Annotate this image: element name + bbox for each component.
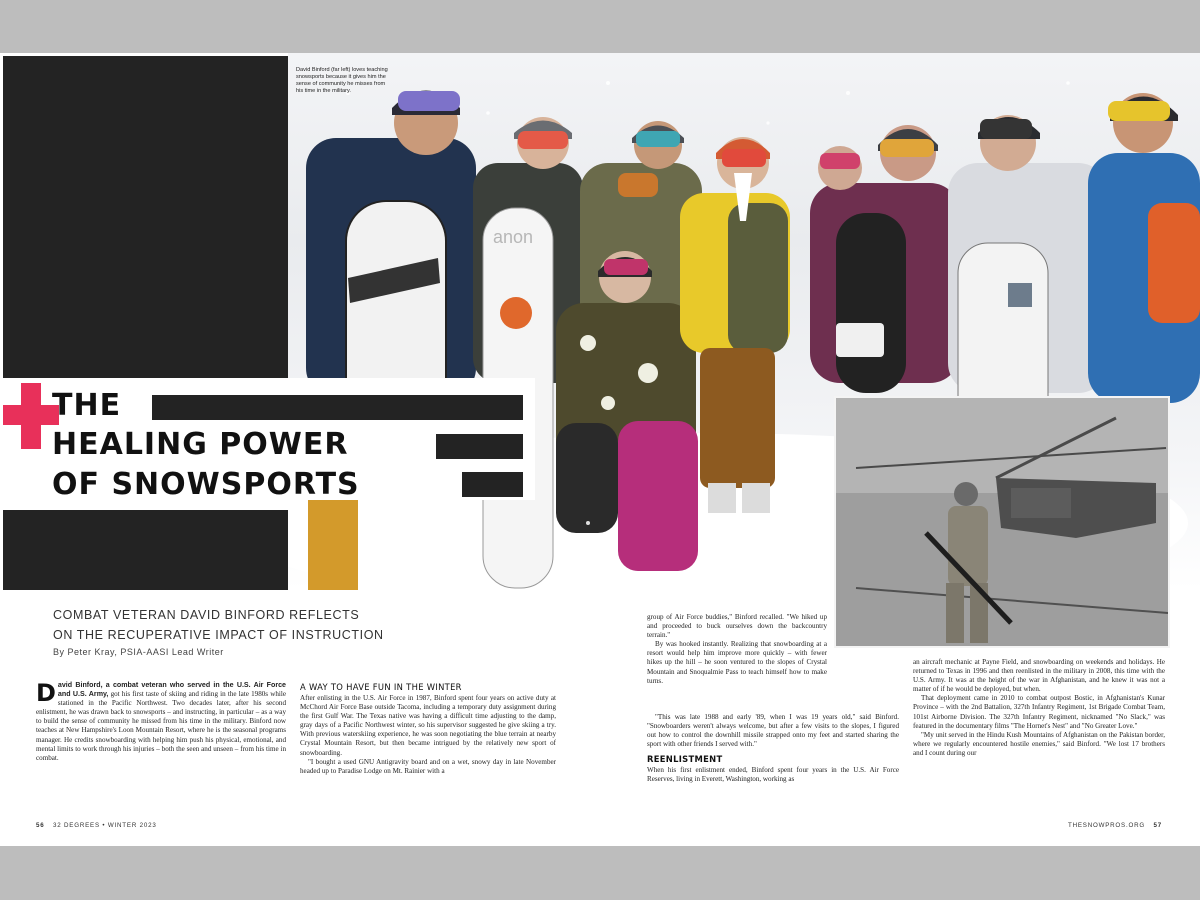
title-line-3: OF SNOWSPORTS <box>52 467 360 502</box>
publication-info: 32 DEGREES • WINTER 2023 <box>53 822 157 829</box>
black-block-top <box>3 56 288 378</box>
article-column-4 <box>913 658 1165 813</box>
photo-caption: David Binford (far left) loves teaching snowsports because it gives him the sense of community he misses from his time in the military. <box>296 67 388 94</box>
lead-in: avid Binford, a combat veteran who served in the U.S. Air Force and U.S. Army, <box>57 681 286 699</box>
title-bar-1 <box>152 395 523 420</box>
article-column-2 <box>300 680 556 810</box>
plus-cross-icon <box>3 381 59 451</box>
page-number-right: 57 <box>1153 822 1162 829</box>
folio-right <box>1068 822 1162 829</box>
article-column-3 <box>647 613 827 713</box>
article-column-1 <box>36 681 286 811</box>
byline: By Peter Kray, PSIA-AASI Lead Writer <box>53 647 224 657</box>
col3-paragraph-4: When his first enlistment ended, Binford spent four years in the U.S. Air Force Reserves, living in Everett, Washington, working as <box>647 766 899 784</box>
section-heading-reenlistment: REENLISTMENT <box>647 754 723 765</box>
soldier-photo-illustration <box>836 398 1168 646</box>
deck-line-2: ON THE RECUPERATIVE IMPACT OF INSTRUCTION <box>53 628 384 642</box>
page-number-left: 56 <box>36 822 45 829</box>
title-bar-3 <box>462 472 523 497</box>
col2-paragraph-1: After enlisting in the U.S. Air Force in 1987, Binford spent four years on active duty at McChord Air Force Base outside Tacoma, including a temporary duty assignment during the first Gulf War. The Texas native was having a difficult time adjusting to the damp, gray days of a Pacific Northwest winter, so his supervisor suggested he give skiing a try. With previous waterskiing experience, he was soon negotiating the blue terrain at nearby Crystal Mountain Resort, but then became intrigued by the relatively new sport of snowboarding. <box>300 694 556 757</box>
col4-paragraph-1: an aircraft mechanic at Payne Field, and snowboarding on weekends and holidays. He returned to Texas in 1996 and then reenlisted in the military in 2008, this time with the U.S. Army. It was at the height of the war in Afghanistan, and he knew it was not a matter of if he would be deployed, but when. <box>913 658 1165 694</box>
soldier-helicopter-photo <box>834 396 1170 648</box>
title-line-2: HEALING POWER <box>52 427 349 462</box>
col4-paragraph-3: "My unit served in the Hindu Kush Mountains of Afghanistan on the Pakistan border, where we regularly encountered hostile enemies," said Binford. "We lost 17 brothers and I count during our <box>913 730 1165 757</box>
title-line-1: THE <box>52 388 122 423</box>
website: THESNOWPROS.ORG <box>1068 822 1145 829</box>
article-column-3-lower <box>647 713 899 813</box>
folio-left <box>36 822 157 829</box>
black-block-bottom <box>3 510 288 590</box>
col3-paragraph-2: By was hooked instantly. Realizing that snowboarding at a resort would help him improve more quickly – with fewer hikes up the hill – he soon ventured to the slopes of Crystal Mountain and Snoqualmie Pass to teach himself how to make turns. <box>647 640 827 685</box>
magazine-spread <box>0 53 1200 846</box>
title-bar-2 <box>436 434 523 459</box>
col3-paragraph-3: "This was late 1988 and early '89, when I was 19 years old," said Binford. "Snowboarders weren't always welcome, but after a few visits to the slopes, I figured out how to control the downhill missile strapped onto my feet and started sharing the sport with other friends I served with." <box>647 713 899 749</box>
col2-paragraph-2: "I bought a used GNU Antigravity board and on a wet, snowy day in late November headed up to Paradise Lodge on Mt. Rainier with a <box>300 757 556 775</box>
section-heading-fun: A WAY TO HAVE FUN IN THE WINTER <box>300 682 462 692</box>
col3-paragraph-1: group of Air Force buddies," Binford recalled. "We hiked up and proceeded to buck ourselves down the backcountry terrain." <box>647 613 827 640</box>
col1-body: got his first taste of skiing and riding in the late 1980s while stationed in the Pacific Northwest. Two decades later, after his second enlistment, he was drawn back to snowsports – and instructing, in particular – as a way to build the sense of community he missed from his time in the military. Binford now teaches at New Hampshire's Loon Mountain Resort, where he is the seasonal programs manager. He credits snowboarding with helping him push his physical, emotional, and mental limits to work through his injuries – both the seen and unseen – from his time in combat. <box>36 690 286 762</box>
col4-paragraph-2: That deployment came in 2010 to combat outpost Bostic, in Afghanistan's Kunar Province – with the 2nd Battalion, 327th Infantry Regiment, 1st Brigade Combat Team, 101st Airborne Division. The 327th Infantry Regiment, nicknamed "No Slack," was featured in the documentary films "The Hornet's Nest" and "No Greater Love." <box>913 694 1165 730</box>
deck-line-1: COMBAT VETERAN DAVID BINFORD REFLECTS <box>53 608 360 622</box>
svg-text:anon: anon <box>493 227 534 247</box>
title-block <box>0 378 535 500</box>
drop-cap: D <box>36 681 56 707</box>
